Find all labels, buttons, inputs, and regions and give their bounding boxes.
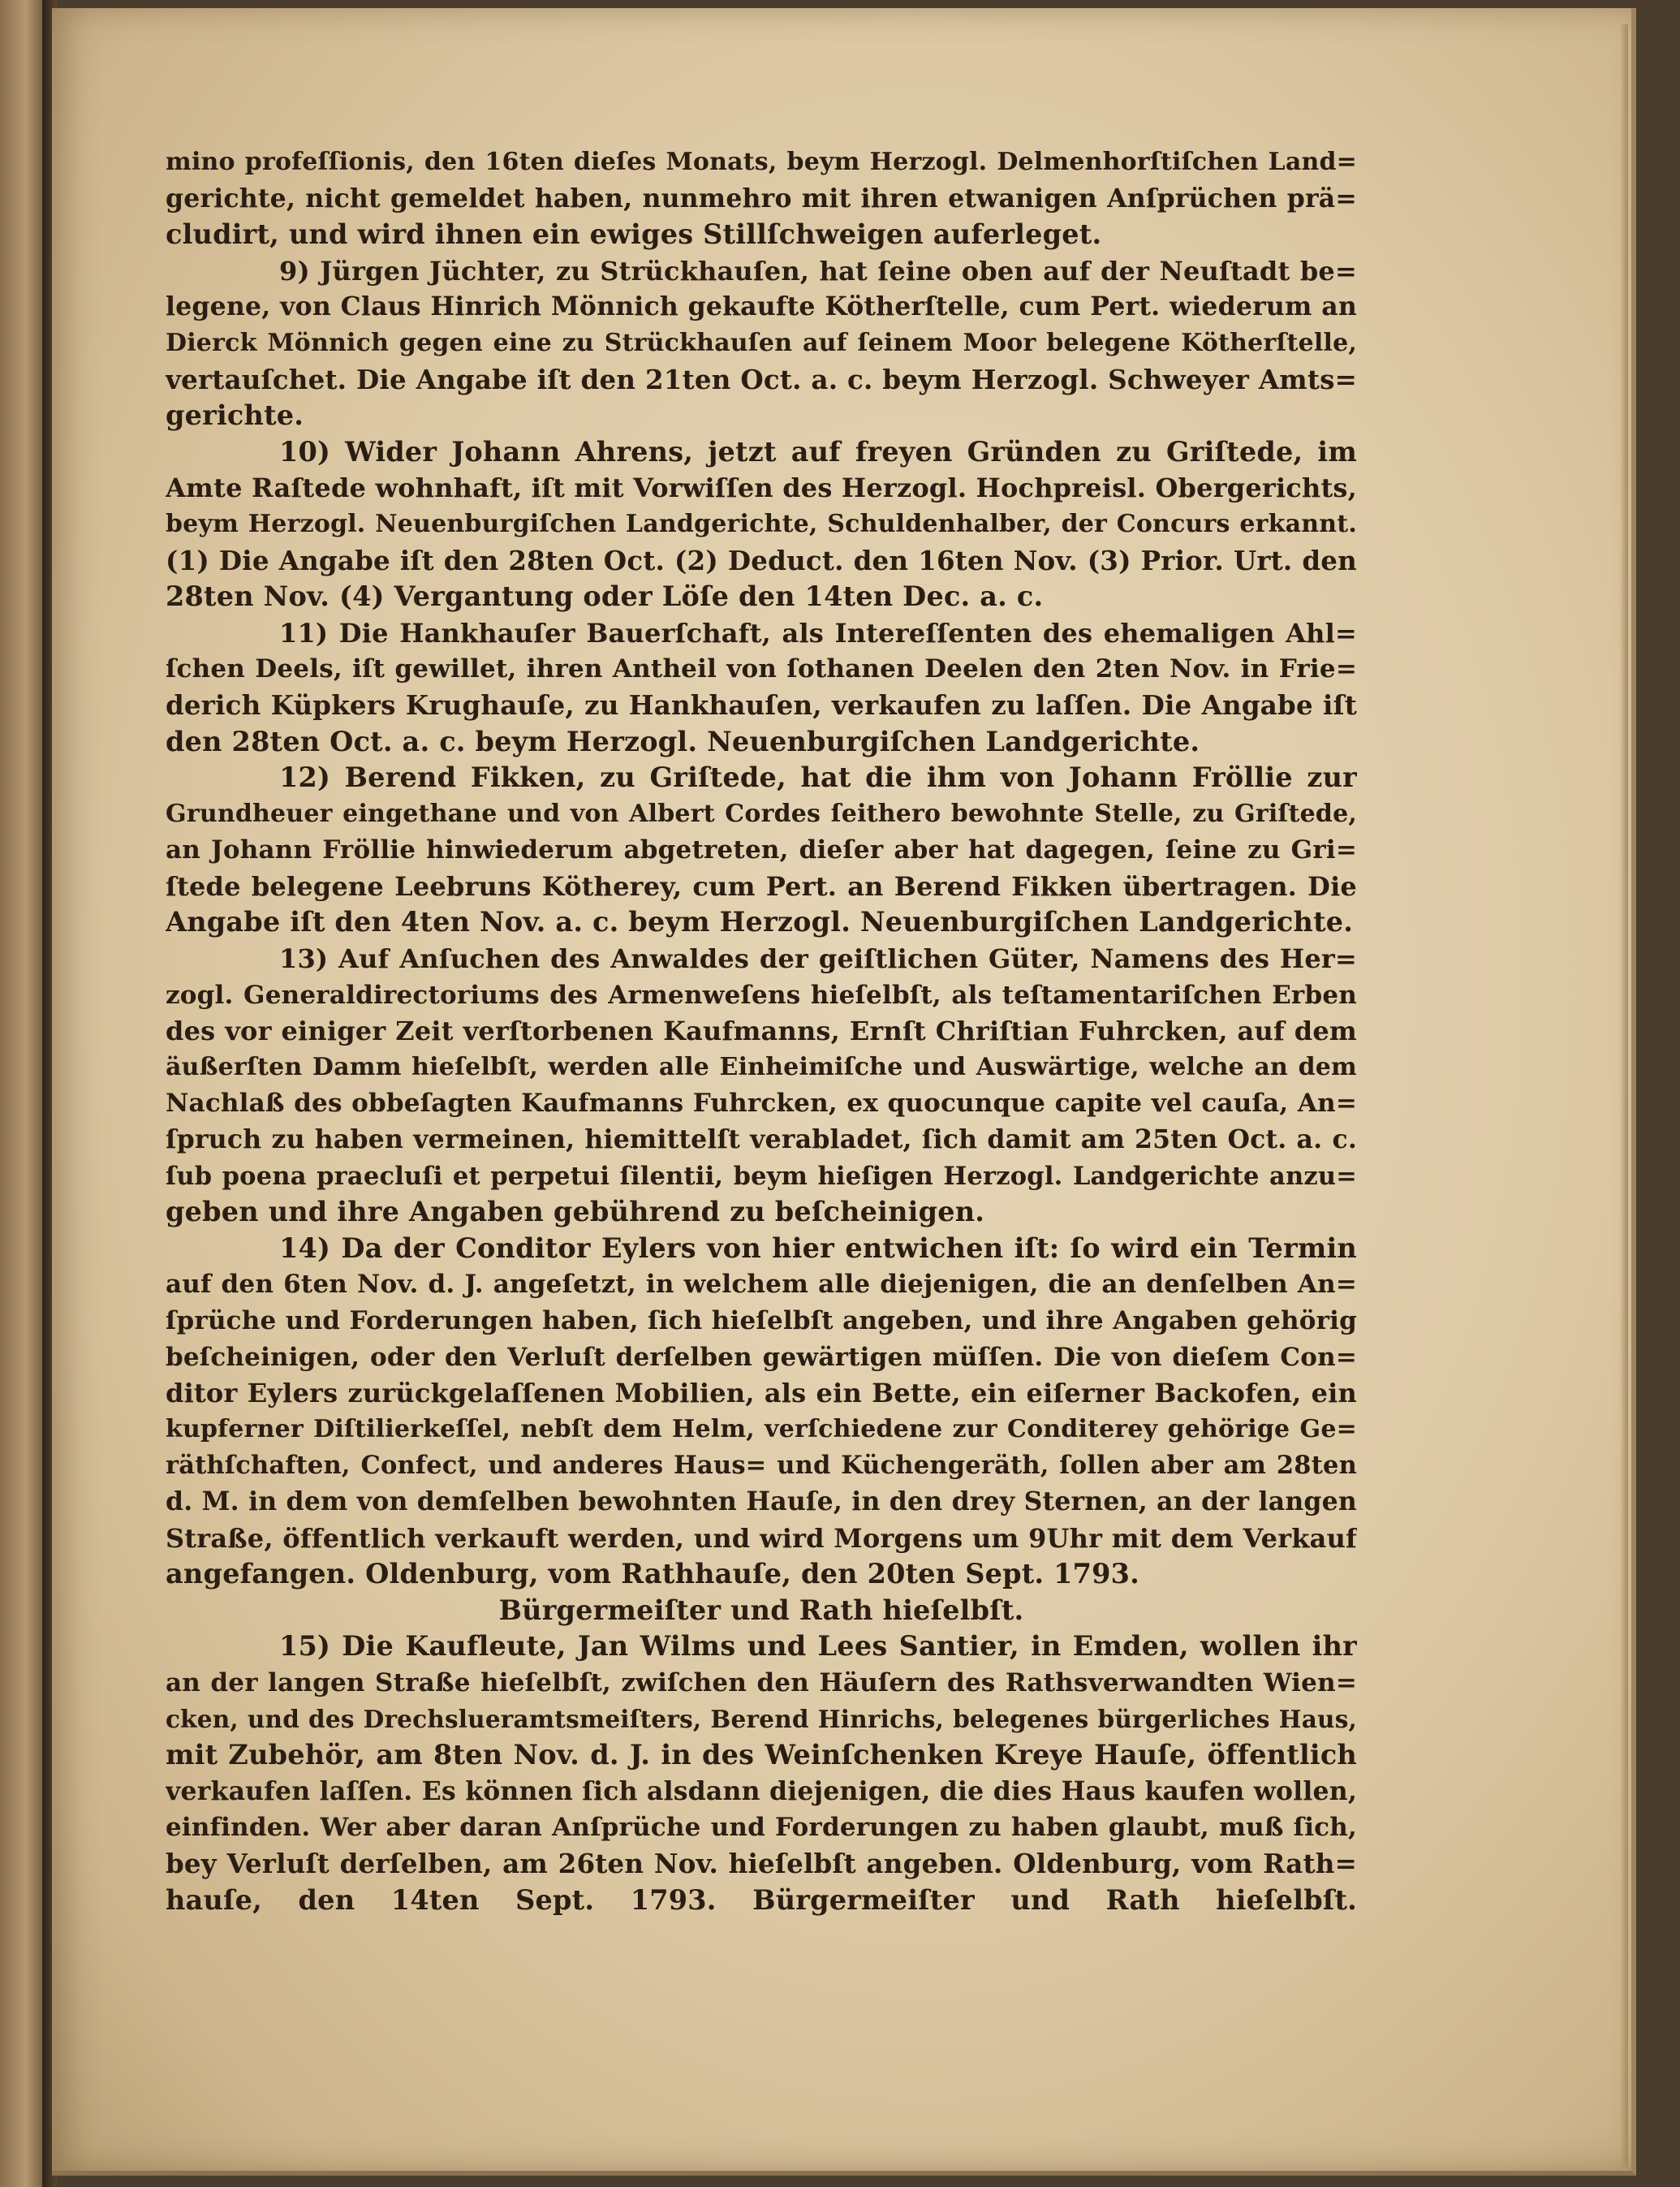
text-line: Angabe iſt den 4ten Nov. a. c. beym Herzogl. Neuenburgiſchen Landgerichte. — [166, 906, 1354, 938]
text-line: Straße, öffentlich verkauft werden, und wird Morgens um 9Uhr mit dem Verkauf — [166, 1522, 1357, 1554]
text-line: ditor Eylers zurückgelaſſenen Mobilien, als ein Bette, ein eiſerner Backofen, ein — [166, 1378, 1357, 1409]
text-line: auf den 6ten Nov. d. J. angeſetzt, in welchem alle diejenigen, die an denſelben An= — [166, 1270, 1357, 1300]
text-line: Grundheuer eingethane und von Albert Cordes ſeithero bewohnte Stelle, zu Griſtede, — [166, 799, 1357, 828]
text-line: cken, und des Drechslueramtsmeiſters, Berend Hinrichs, belegenes bürgerliches Haus, — [166, 1704, 1357, 1733]
facing-page-edge — [0, 0, 47, 2187]
text-line: verkaufen laſſen. Es können ſich alsdann diejenigen, die dies Haus kaufen wollen, — [166, 1775, 1357, 1806]
text-line: angefangen. Oldenburg, vom Rathhauſe, den 20ten Sept. 1793. — [166, 1558, 1140, 1590]
text-line: cludirt, und wird ihnen ein ewiges Stillſchweigen auferleget. — [166, 218, 1102, 251]
text-line: mino profeſſionis, den 16ten dieſes Monats, beym Herzogl. Delmenhorſtiſchen Land= — [166, 148, 1357, 176]
text-line: zogl. Generaldirectoriums des Armenweſens hieſelbſt, als teſtamentariſchen Erben — [166, 980, 1357, 1010]
text-line: Bürgermeiſter und Rath hieſelbſt. — [498, 1594, 1024, 1626]
text-line: mit Zubehör, am 8ten Nov. d. J. in des Weinſchenken Kreye Hauſe, öffentlich — [166, 1739, 1357, 1771]
document-body-text — [166, 145, 1357, 1918]
text-line: des vor einiger Zeit verſtorbenen Kaufmanns, Ernſt Chriſtian Fuhrcken, auf dem — [166, 1016, 1357, 1047]
text-line: den 28ten Oct. a. c. beym Herzogl. Neuenburgiſchen Landgerichte. — [166, 725, 1200, 757]
page-edge-shadow — [1620, 24, 1628, 2168]
text-line: ſpruch zu haben vermeinen, hiemittelſt verabladet, ſich damit am 25ten Oct. a. c. — [166, 1124, 1357, 1155]
text-line: beſcheinigen, oder den Verluſt derſelben gewärtigen müſſen. Die von dieſem Con= — [166, 1342, 1357, 1372]
text-line: äußerſten Damm hieſelbſt, werden alle Einheimiſche und Auswärtige, welche an dem — [166, 1052, 1357, 1081]
text-line: ſchen Deels, iſt gewillet, ihren Antheil von ſothanen Deelen den 2ten Nov. in Frie= — [166, 654, 1357, 684]
text-line: 10) Wider Johann Ahrens, jetzt auf freyen Gründen zu Griſtede, im — [279, 435, 1357, 468]
text-line: 11) Die Hankhauſer Bauerſchaft, als Intereſſenten des ehemaligen Ahl= — [279, 617, 1357, 649]
text-line: 13) Auf Anſuchen des Anwaldes der geiſtlichen Güter, Namens des Her= — [279, 943, 1357, 975]
text-line: an der langen Straße hieſelbſt, zwiſchen den Häuſern des Rathsverwandten Wien= — [166, 1667, 1357, 1697]
text-line: beym Herzogl. Neuenburgiſchen Landgerichte, Schuldenhalber, der Concurs erkannt. — [166, 509, 1357, 538]
text-line: legene, von Claus Hinrich Mönnich gekaufte Kötherſtelle, cum Pert. wiederum an — [166, 291, 1357, 322]
text-line: 28ten Nov. (4) Vergantung oder Löſe den 14ten Dec. a. c. — [166, 580, 1044, 613]
text-line: ſtede belegene Leebruns Kötherey, cum Pert. an Berend Fikken übertragen. Die — [166, 870, 1357, 902]
text-line: vertauſchet. Die Angabe iſt den 21ten Oct. a. c. beym Herzogl. Schweyer Amts= — [166, 363, 1357, 395]
text-line: bey Verluſt derſelben, am 26ten Nov. hieſelbſt angeben. Oldenburg, vom Rath= — [166, 1847, 1357, 1879]
text-line: gerichte. — [166, 399, 304, 432]
text-line: kupferner Diſtilierkeſſel, nebſt dem Helm, verſchiedene zur Conditerey gehörige Ge= — [166, 1414, 1357, 1443]
text-line: an Johann Fröllie hinwiederum abgetreten, dieſer aber hat dagegen, ſeine zu Gri= — [166, 835, 1357, 865]
text-line: hauſe, den 14ten Sept. 1793. Bürgermeiſter und Rath hieſelbſt. — [166, 1883, 1357, 1916]
text-line: ſprüche und Forderungen haben, ſich hieſelbſt angeben, und ihre Angaben gehörig — [166, 1306, 1357, 1335]
text-line: geben und ihre Angaben gebührend zu beſcheinigen. — [166, 1196, 985, 1228]
text-line: gerichte, nicht gemeldet haben, nunmehro mit ihren etwanigen Anſprüchen prä= — [166, 183, 1357, 214]
text-line: 15) Die Kaufleute, Jan Wilms und Lees Santier, in Emden, wollen ihr — [279, 1630, 1357, 1663]
text-line: räthſchaften, Confect, und anderes Haus= und Küchengeräth, ſollen aber am 28ten — [166, 1451, 1357, 1481]
text-line: Nachlaß des obbeſagten Kaufmanns Fuhrcken, ex quocunque capite vel cauſa, An= — [166, 1089, 1357, 1119]
text-line: 12) Berend Fikken, zu Griſtede, hat die ihm von Johann Fröllie zur — [279, 761, 1357, 794]
text-line: ſub poena praecluſi et perpetui ſilentii, beym hieſigen Herzogl. Landgerichte anzu= — [166, 1161, 1357, 1191]
text-line: derich Küpkers Krughauſe, zu Hankhauſen, verkaufen zu laſſen. Die Angabe iſt — [166, 688, 1357, 721]
text-line: 14) Da der Conditor Eylers von hier entwichen iſt: ſo wird ein Termin — [279, 1232, 1357, 1264]
text-line: d. M. in dem von demſelben bewohnten Hauſe, in den drey Sternen, an der langen — [166, 1486, 1357, 1516]
text-line: Amte Raſtede wohnhaft, iſt mit Vorwiſſen des Herzogl. Hochpreisl. Obergerichts, — [166, 472, 1357, 504]
text-line: (1) Die Angabe iſt den 28ten Oct. (2) Deduct. den 16ten Nov. (3) Prior. Urt. den — [166, 544, 1357, 576]
text-line: 9) Jürgen Jüchter, zu Strückhauſen, hat ſeine oben auf der Neuſtadt be= — [279, 255, 1357, 287]
text-line: Dierck Mönnich gegen eine zu Strückhauſen auf ſeinem Moor belegene Kötherſtelle, — [166, 328, 1357, 357]
text-line: einfinden. Wer aber daran Anſprüche und Forderungen zu haben glaubt, muß ſich, — [166, 1813, 1357, 1843]
